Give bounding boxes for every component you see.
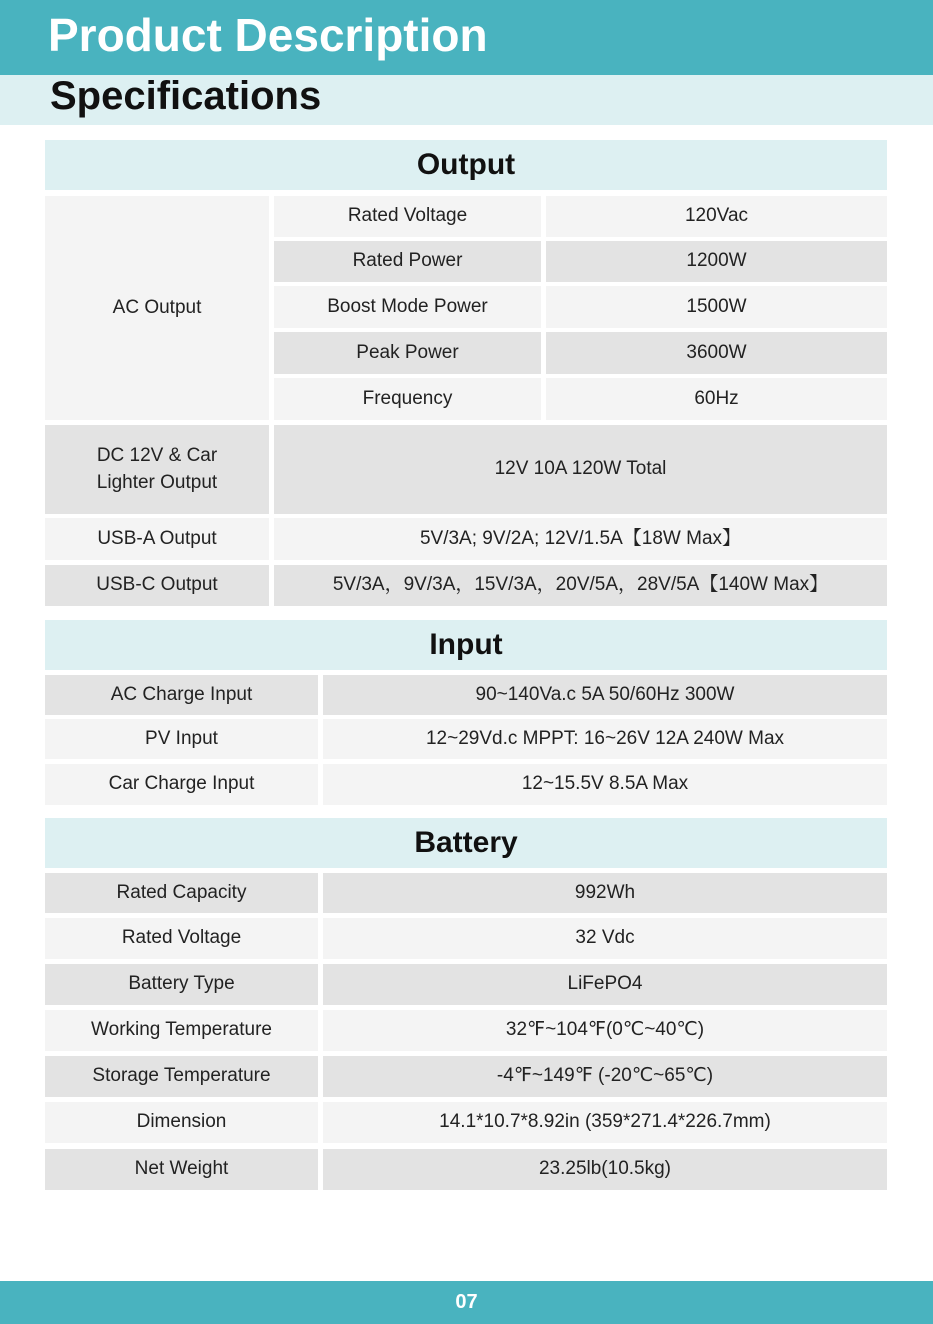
input-header: Input <box>45 620 887 670</box>
spec-name: Rated Power <box>274 241 541 282</box>
spec-value: 14.1*10.7*8.92in (359*271.4*226.7mm) <box>323 1102 887 1143</box>
page-number: 07 <box>455 1291 478 1313</box>
spec-name: AC Charge Input <box>45 675 318 715</box>
spec-name: Frequency <box>274 378 541 420</box>
spec-name: Rated Voltage <box>45 918 318 959</box>
spec-name: Car Charge Input <box>45 764 318 805</box>
spec-name: Storage Temperature <box>45 1056 318 1097</box>
spec-name: PV Input <box>45 719 318 759</box>
spec-value: 1500W <box>546 286 887 328</box>
battery-header: Battery <box>45 818 887 868</box>
spec-value: 90~140Va.c 5A 50/60Hz 300W <box>323 675 887 715</box>
spec-name: Net Weight <box>45 1149 318 1190</box>
spec-value: 60Hz <box>546 378 887 420</box>
dc-output-label <box>45 425 269 514</box>
spec-name: Boost Mode Power <box>274 286 541 328</box>
spec-value: 12~29Vd.c MPPT: 16~26V 12A 240W Max <box>323 719 887 759</box>
usba-output-label: USB-A Output <box>45 518 269 560</box>
spec-name: Rated Voltage <box>274 196 541 237</box>
output-header: Output <box>45 140 887 190</box>
section-title: Specifications <box>50 74 322 118</box>
spec-value: 32 Vdc <box>323 918 887 959</box>
spec-name: Dimension <box>45 1102 318 1143</box>
spec-value: 1200W <box>546 241 887 282</box>
spec-value: 3600W <box>546 332 887 374</box>
dc-output-value: 12V 10A 120W Total <box>274 425 887 514</box>
spec-value: -4℉~149℉ (-20℃~65℃) <box>323 1056 887 1097</box>
ac-output-label: AC Output <box>45 196 269 420</box>
usbc-output-value: 5V/3A，9V/3A，15V/3A，20V/5A，28V/5A【140W Max】 <box>274 565 887 606</box>
spec-name: Battery Type <box>45 964 318 1005</box>
spec-value: 32℉~104℉(0℃~40℃) <box>323 1010 887 1051</box>
spec-name: Peak Power <box>274 332 541 374</box>
usbc-output-label: USB-C Output <box>45 565 269 606</box>
spec-name: Working Temperature <box>45 1010 318 1051</box>
dc-output-label-line2: Lighter Output <box>96 471 218 493</box>
spec-value: 12~15.5V 8.5A Max <box>323 764 887 805</box>
spec-value: 23.25lb(10.5kg) <box>323 1149 887 1190</box>
spec-name: Rated Capacity <box>45 873 318 913</box>
page-title: Product Description <box>48 9 488 61</box>
dc-output-label-line1: DC 12V & Car <box>96 444 218 466</box>
spec-value: 120Vac <box>546 196 887 237</box>
spec-value: LiFePO4 <box>323 964 887 1005</box>
usba-output-value: 5V/3A; 9V/2A; 12V/1.5A【18W Max】 <box>274 518 887 560</box>
spec-value: 992Wh <box>323 873 887 913</box>
